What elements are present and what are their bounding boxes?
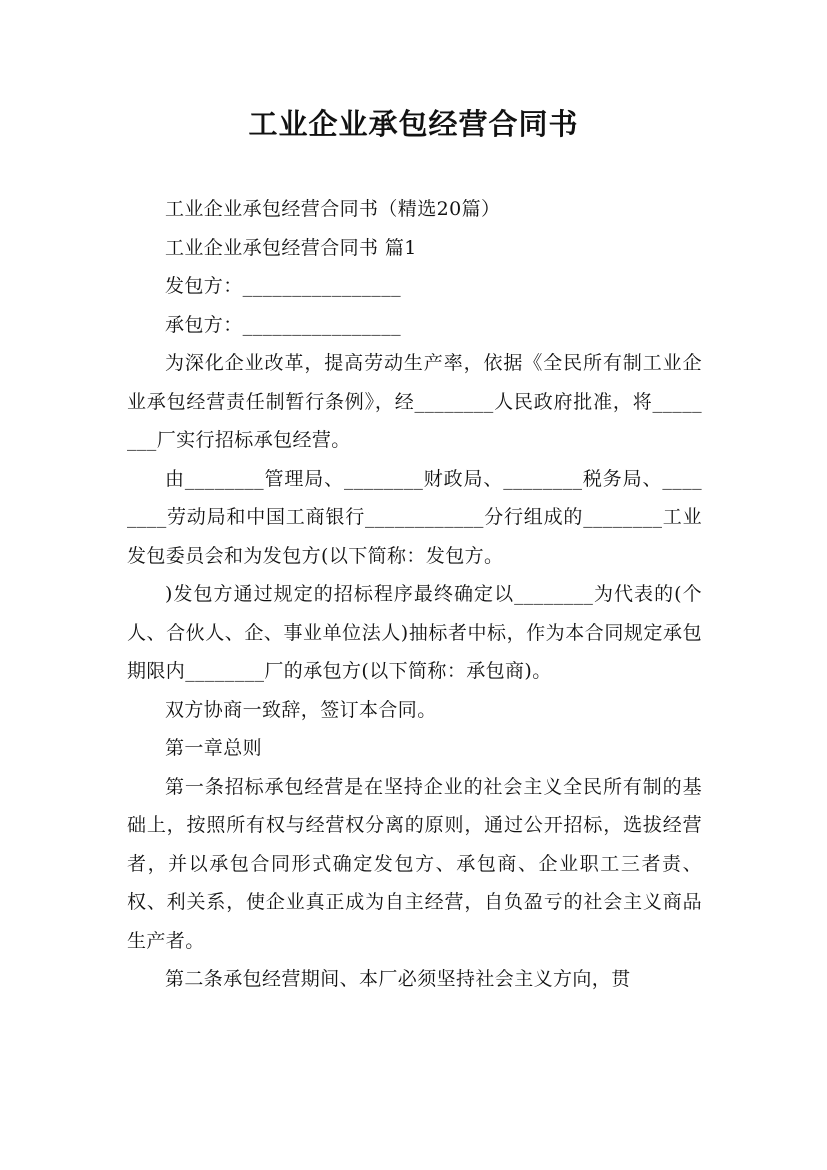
paragraph-subtitle: 工业企业承包经营合同书（精选20篇） — [165, 198, 501, 220]
paragraph-agreement: 双方协商一致辞，签订本合同。 — [165, 698, 437, 721]
paragraph-chapter-heading: 第一章总则 — [165, 737, 263, 759]
paragraph-section-heading: 工业企业承包经营合同书 篇1 — [165, 236, 417, 259]
paragraph-bidding: )发包方通过规定的招标程序最终确定以________为代表的(个人、合伙人、企、事业单位法人)抽标者中标，作为本合同规定承包期限内________厂的承包方(以下简称：承包商)。 — [127, 583, 702, 682]
paragraph-contractor-issuer: 发包方：________________ — [165, 275, 402, 297]
document-body — [127, 190, 702, 999]
paragraph-article-1: 第一条招标承包经营是在坚持企业的社会主义全民所有制的基础上，按照所有权与经营权分离的原则，通过公开招标，选拔经营者，并以承包合同形式确定发包方、承包商、企业职工三者责、权、利关系，使企业真正成为自主经营，自负盈亏的社会主义商品生产者。 — [127, 775, 702, 952]
paragraph-contractor: 承包方：________________ — [165, 313, 402, 336]
paragraph-committee: 由________管理局、________财政局、________税务局、________劳动局和中国工商银行____________分行组成的________工业发包委员会和为发包方(以下简称：发包方。 — [127, 467, 702, 567]
document-title: 工业企业承包经营合同书 — [248, 107, 579, 141]
paragraph-purpose: 为深化企业改革，提高劳动生产率，依据《全民所有制工业企业承包经营责任制暂行条例》，经________人民政府批准，将________厂实行招标承包经营。 — [127, 352, 702, 451]
paragraph-article-2: 第二条承包经营期间、本厂必须坚持社会主义方向，贯 — [165, 968, 631, 990]
